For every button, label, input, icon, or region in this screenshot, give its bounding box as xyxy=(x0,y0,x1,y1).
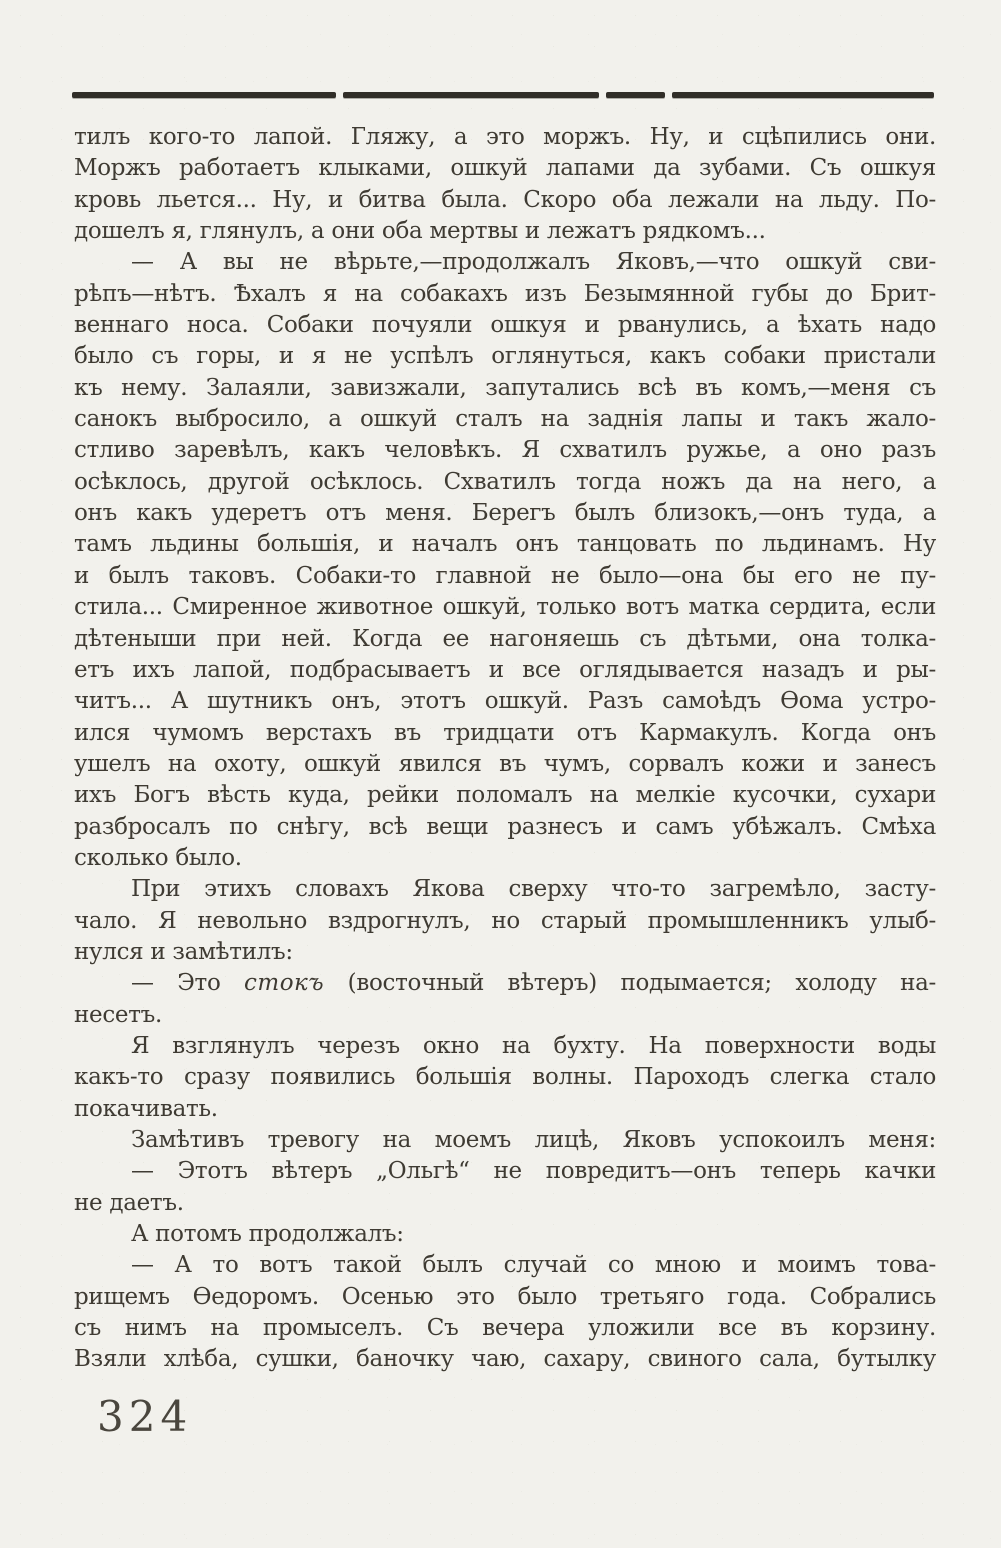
text-line: рищемъ Ѳедоромъ. Осенью это было третьяго года. Собрались xyxy=(74,1283,936,1310)
text-line: Моржъ работаетъ клыками, ошкуй лапами да зубами. Съ ошкуя xyxy=(74,155,936,182)
rule-segment xyxy=(606,92,665,98)
header-rule xyxy=(72,92,938,99)
text-segment: (восточный вѣтеръ) подымается; холоду на- xyxy=(324,970,936,997)
text-line: тилъ кого-то лапой. Гляжу, а это моржъ. Ну, и сцѣпились они. xyxy=(74,124,936,150)
text-line: кровь льется... Ну, и битва была. Скоро оба лежали на льду. По- xyxy=(74,186,936,213)
paragraph xyxy=(74,1250,936,1375)
text-line: съ нимъ на промыселъ. Съ вечера уложили все въ корзину. xyxy=(74,1315,936,1342)
paragraph xyxy=(74,968,936,1031)
text-line: какъ-то сразу появились большія волны. Пароходъ слегка стало xyxy=(74,1064,936,1091)
text-line: веннаго носа. Собаки почуяли ошкуя и рванулись, а ѣхать надо xyxy=(74,312,936,339)
text-line: осѣклось, другой осѣклось. Схватилъ тогда ножъ да на него, а xyxy=(74,468,936,495)
text-segment: — Это xyxy=(131,970,245,997)
text-line: и былъ таковъ. Собаки-то главной не было—она бы его не пу- xyxy=(74,562,936,589)
text-line: къ нему. Залаяли, завизжали, запутались всѣ въ комъ,—меня съ xyxy=(74,374,936,401)
text-line: — А вы не вѣрьте,—продолжалъ Яковъ,—что ошкуй сви- xyxy=(131,249,936,276)
body-text xyxy=(74,122,936,1376)
rule-gap xyxy=(665,92,672,98)
paragraph xyxy=(74,247,936,874)
text-line: При этихъ словахъ Якова сверху что-то загремѣло, засту- xyxy=(131,876,936,903)
paragraph xyxy=(74,1219,936,1250)
text-line: Замѣтивъ тревогу на моемъ лицѣ, Яковъ успокоилъ меня: xyxy=(131,1127,936,1153)
text-line: покачивать. xyxy=(74,1095,218,1122)
rule-segment xyxy=(72,92,336,98)
rule-segment xyxy=(672,92,934,98)
text-line: разбросалъ по снѣгу, всѣ вещи разнесъ и самъ убѣжалъ. Смѣха xyxy=(74,813,936,840)
text-line: дошелъ я, глянулъ, а они оба мертвы и лежатъ рядкомъ... xyxy=(74,218,766,245)
text-line: санокъ выбросило, а ошкуй сталъ на заднія лапы и такъ жало- xyxy=(74,406,936,433)
text-line: сколько было. xyxy=(74,844,242,871)
text-line: стила... Смиренное животное ошкуй, только вотъ матка сердита, если xyxy=(74,594,936,621)
text-line: несетъ. xyxy=(74,1001,163,1028)
text-line: тамъ льдины большія, и началъ онъ танцовать по льдинамъ. Ну xyxy=(74,531,936,558)
paragraph xyxy=(74,1125,936,1156)
paragraph xyxy=(74,1031,936,1125)
rule-segment xyxy=(343,92,599,98)
text-line: ился чумомъ верстахъ въ тридцати отъ Кармакулъ. Когда онъ xyxy=(74,719,936,746)
text-line: дѣтеныши при ней. Когда ее нагоняешь съ дѣтьми, она толка- xyxy=(74,625,936,652)
text-line: рѣпъ—нѣтъ. Ѣхалъ я на собакахъ изъ Безымянной губы до Брит- xyxy=(74,280,936,307)
text-line: — Этотъ вѣтеръ „Ольгѣ“ не повредитъ—онъ теперь качки xyxy=(131,1158,936,1185)
text-line: Взяли хлѣба, сушки, баночку чаю, сахару, свиного сала, бутылку xyxy=(74,1346,936,1373)
text-line: стливо заревѣлъ, какъ человѣкъ. Я схватилъ ружье, а оно разъ xyxy=(74,437,936,464)
text-line xyxy=(74,968,936,999)
text-line: чало. Я невольно вздрогнулъ, но старый промышленникъ улыб- xyxy=(74,907,936,934)
text-line: онъ какъ удеретъ отъ меня. Берегъ былъ близокъ,—онъ туда, а xyxy=(74,500,936,527)
text-line: не даетъ. xyxy=(74,1189,184,1216)
paragraph xyxy=(74,1156,936,1219)
paragraph xyxy=(74,874,936,968)
text-line: етъ ихъ лапой, подбрасываетъ и все оглядывается назадъ и ры- xyxy=(74,656,936,683)
text-line: ихъ Богъ вѣсть куда, рейки поломалъ на мелкіе кусочки, сухари xyxy=(74,782,936,809)
italic-term: стокъ xyxy=(244,970,325,997)
rule-gap xyxy=(599,92,606,98)
page-number: 324 xyxy=(97,1392,193,1441)
text-line: Я взглянулъ черезъ окно на бухту. На поверхности воды xyxy=(131,1032,936,1059)
text-line: ушелъ на охоту, ошкуй явился въ чумъ, сорвалъ кожи и занесъ xyxy=(74,750,936,777)
text-line: А потомъ продолжалъ: xyxy=(131,1221,404,1248)
text-line: читъ... А шутникъ онъ, этотъ ошкуй. Разъ самоѣдъ Ѳома устро- xyxy=(74,688,936,715)
paragraph xyxy=(74,122,936,247)
rule-gap xyxy=(336,92,343,98)
text-line: было съ горы, и я не успѣлъ оглянуться, какъ собаки пристали xyxy=(74,343,936,370)
text-line: — А то вотъ такой былъ случай со мною и моимъ това- xyxy=(131,1252,936,1279)
text-line: нулся и замѣтилъ: xyxy=(74,938,293,965)
